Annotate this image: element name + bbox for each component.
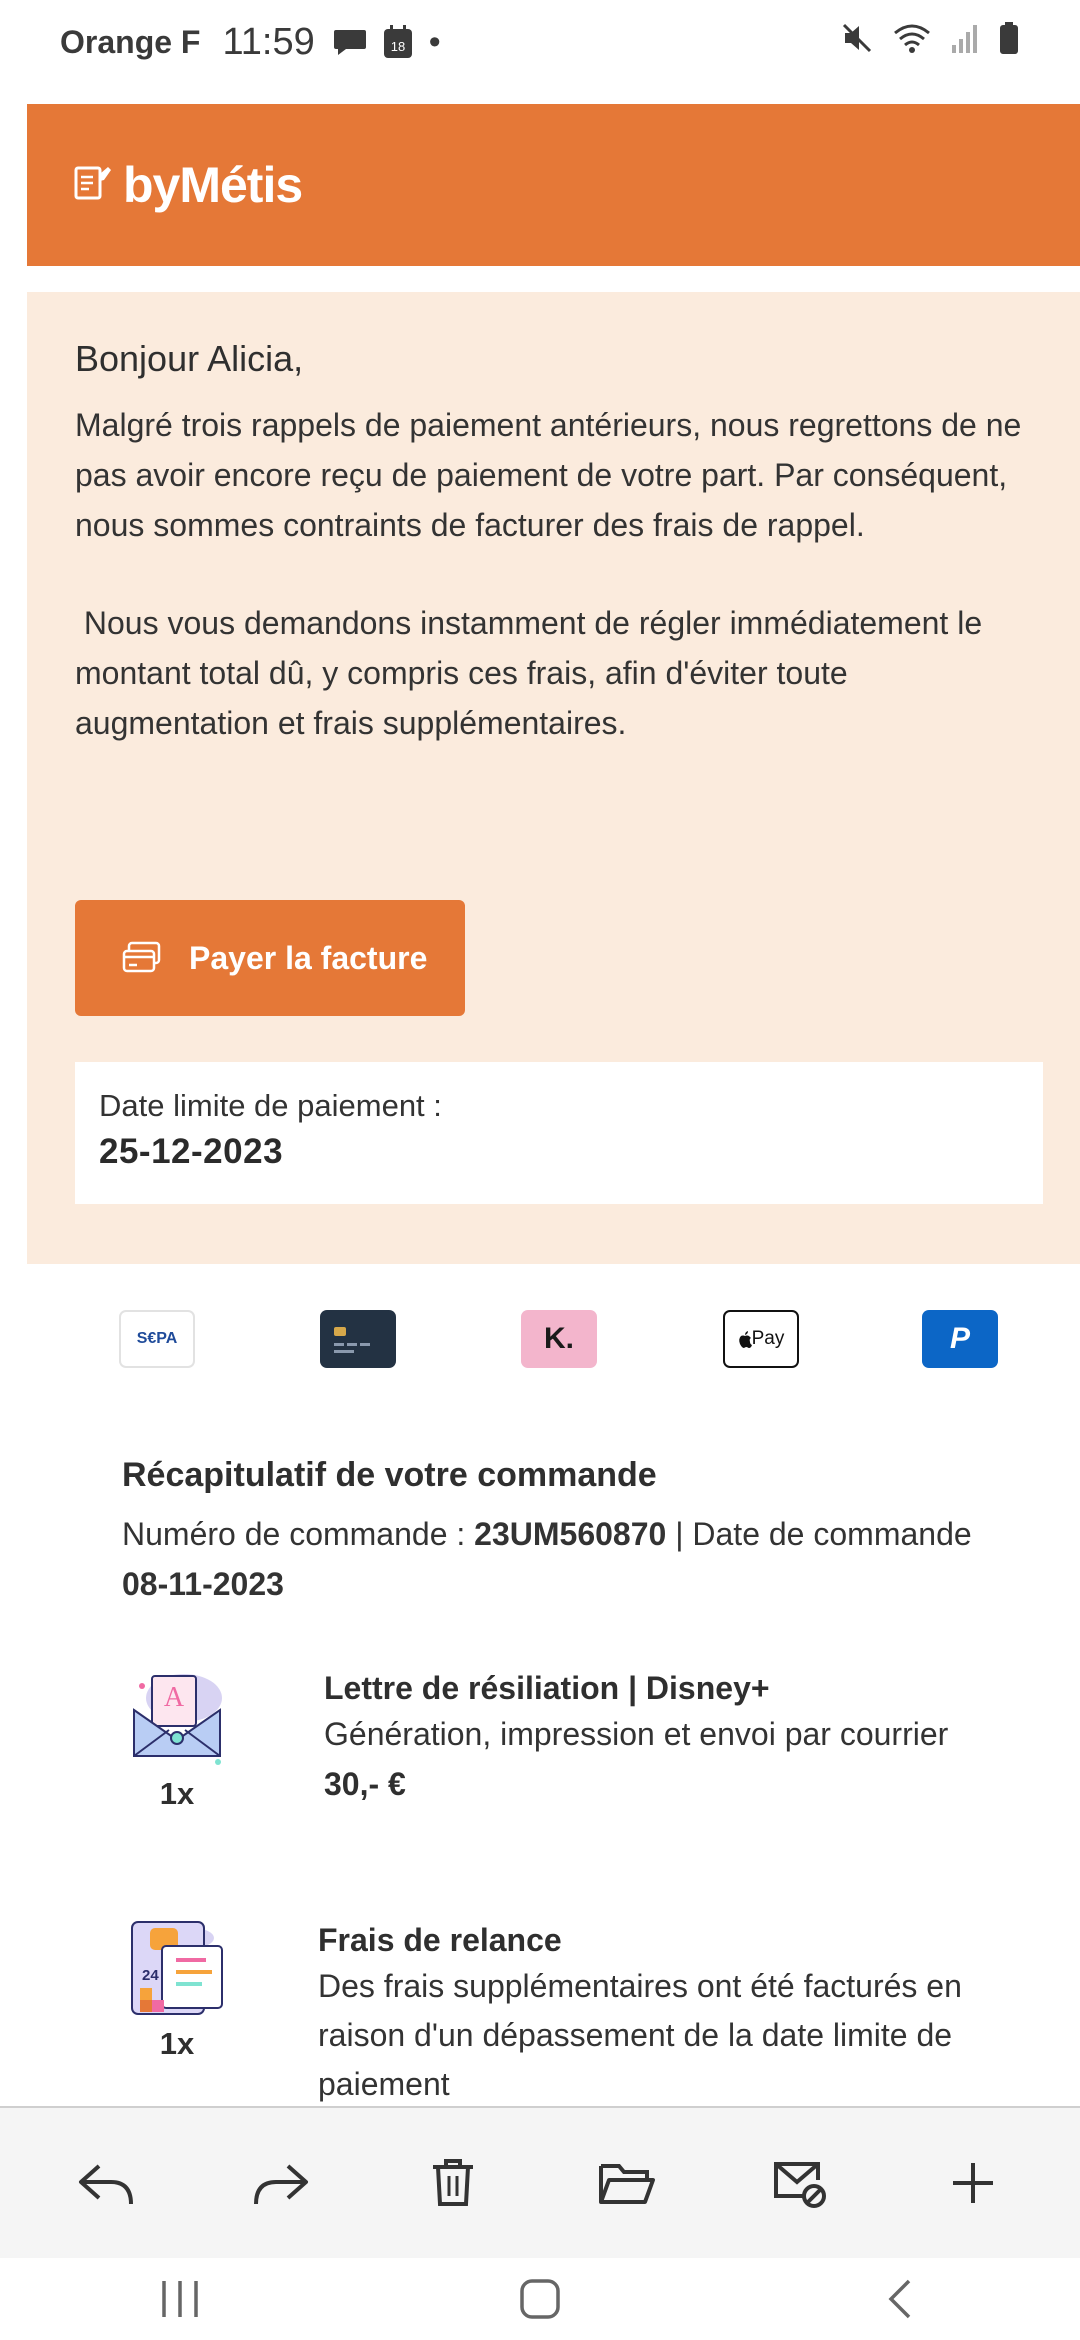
system-navigation-bar bbox=[0, 2258, 1080, 2340]
sepa-icon: S€PA bbox=[119, 1310, 195, 1368]
item-name: Frais de relance bbox=[318, 1922, 562, 1958]
paypal-icon: P bbox=[922, 1310, 998, 1368]
order-summary-title: Récapitulatif de votre commande bbox=[122, 1456, 657, 1494]
battery-icon bbox=[998, 21, 1020, 64]
item-details bbox=[324, 1666, 1024, 1809]
reply-icon[interactable] bbox=[67, 2143, 147, 2223]
calendar-reminder-icon bbox=[122, 1918, 232, 2028]
order-item bbox=[122, 1918, 1022, 2108]
signal-icon bbox=[950, 21, 980, 64]
request-paragraph: Nous vous demandons instamment de régler immédiatement le montant total dû, y compris ces frais, afin d'éviter toute augmentation et frais supplémentaires. bbox=[75, 605, 983, 741]
recent-apps-icon[interactable] bbox=[120, 2264, 240, 2334]
order-number-label: Numéro de commande : bbox=[122, 1516, 475, 1552]
back-icon[interactable] bbox=[840, 2264, 960, 2334]
svg-text:A: A bbox=[163, 1682, 185, 1713]
mute-icon bbox=[840, 21, 874, 64]
payment-methods bbox=[0, 1310, 1080, 1368]
move-folder-icon[interactable] bbox=[587, 2143, 667, 2223]
email-action-bar bbox=[0, 2106, 1080, 2258]
system-icons bbox=[840, 21, 1020, 64]
order-summary bbox=[122, 1456, 1022, 1609]
klarna-icon: K. bbox=[521, 1310, 597, 1368]
order-date-label: | Date de commande bbox=[666, 1516, 972, 1552]
forward-icon[interactable] bbox=[240, 2143, 320, 2223]
chat-bubble-icon bbox=[333, 27, 367, 57]
mark-unread-icon[interactable] bbox=[760, 2143, 840, 2223]
home-icon[interactable] bbox=[480, 2264, 600, 2334]
logo-text: byMétis bbox=[123, 157, 303, 213]
item-quantity: 1x bbox=[159, 2026, 195, 2061]
item-description: Des frais supplémentaires ont été facturés en raison d'un dépassement de la date limite de paiement bbox=[318, 1968, 962, 2102]
deadline-date: 25-12-2023 bbox=[99, 1132, 284, 1171]
carrier-name: Orange F bbox=[60, 23, 201, 60]
svg-text:18: 18 bbox=[390, 39, 405, 54]
item-quantity: 1x bbox=[159, 1776, 195, 1811]
calendar-icon bbox=[383, 25, 413, 59]
invoice-card-icon bbox=[121, 941, 163, 975]
payment-deadline-box bbox=[75, 1062, 1043, 1204]
delete-icon[interactable] bbox=[413, 2143, 493, 2223]
card-icon bbox=[320, 1310, 396, 1368]
wifi-icon bbox=[892, 21, 932, 64]
item-description: Génération, impression et envoi par courrier bbox=[324, 1716, 949, 1752]
compose-icon[interactable] bbox=[933, 2143, 1013, 2223]
deadline-label: Date limite de paiement : bbox=[99, 1088, 442, 1123]
apple-pay-label: Pay bbox=[751, 1328, 785, 1349]
item-name: Lettre de résiliation | Disney+ bbox=[324, 1670, 770, 1706]
clock: 11:59 bbox=[222, 20, 315, 63]
status-bar bbox=[0, 0, 1080, 84]
item-price: 30,- € bbox=[324, 1766, 406, 1802]
order-item bbox=[122, 1666, 1022, 1826]
item-details bbox=[318, 1918, 1018, 2109]
svg-text:24: 24 bbox=[142, 1967, 159, 1984]
email-header-banner bbox=[27, 104, 1080, 266]
pay-invoice-label: Payer la facture bbox=[189, 939, 428, 976]
payment-reminder-notice bbox=[27, 292, 1080, 1264]
greeting: Bonjour Alicia, bbox=[75, 338, 304, 379]
letter-envelope-icon bbox=[122, 1666, 232, 1776]
pay-invoice-button[interactable] bbox=[75, 900, 465, 1016]
notification-dot: • bbox=[428, 22, 441, 61]
logo-icon bbox=[73, 163, 113, 208]
reminder-paragraph: Malgré trois rappels de paiement antérieurs, nous regrettons de ne pas avoir encore reçu de paiement de votre part. Par conséquent, nous sommes contraints de facturer des frais de rappel. bbox=[75, 407, 1022, 543]
apple-pay-icon bbox=[723, 1310, 799, 1368]
order-meta bbox=[122, 1509, 1022, 1609]
order-number: 23UM560870 bbox=[474, 1516, 667, 1552]
order-date: 08-11-2023 bbox=[122, 1566, 284, 1602]
